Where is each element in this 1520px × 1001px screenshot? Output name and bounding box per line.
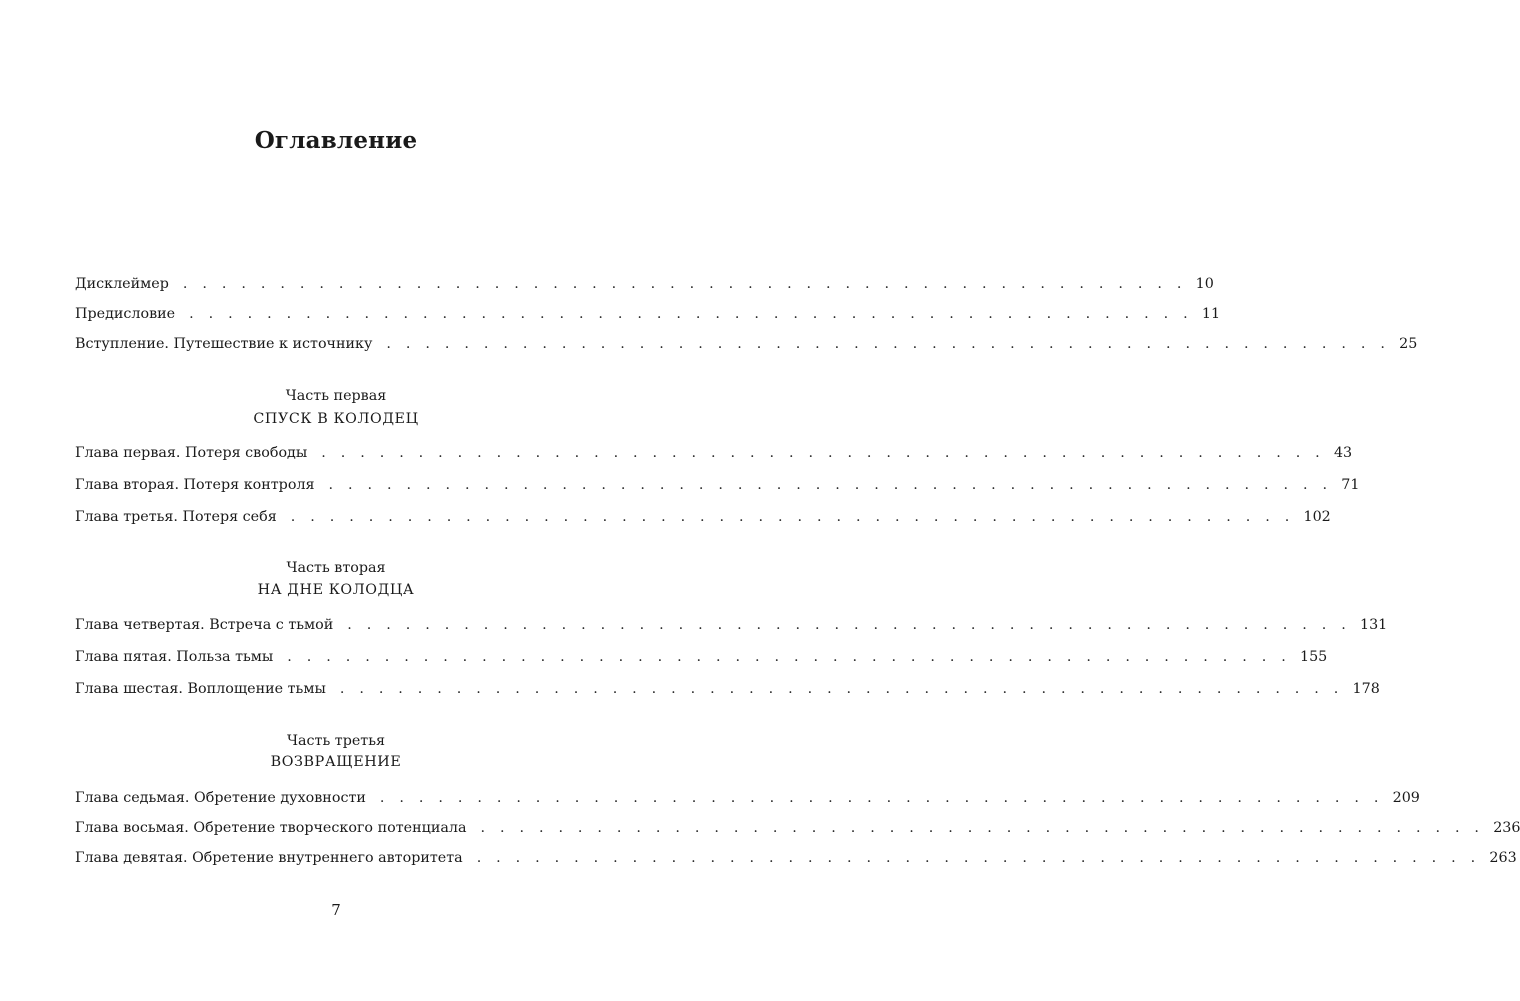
toc-entry-page: 71 <box>1341 477 1360 493</box>
toc-entry-page: 155 <box>1299 649 1328 665</box>
toc-entry-label: Глава седьмая. Обретение духовности <box>75 790 366 806</box>
toc-entry-page: 131 <box>1359 617 1388 633</box>
toc-entry-label: Глава девятая. Обретение внутреннего авторитета <box>75 850 463 866</box>
toc-entry-label: Глава третья. Потеря себя <box>75 509 277 525</box>
toc-entry-page: 10 <box>1195 276 1214 292</box>
toc-entry-page: 178 <box>1352 681 1380 697</box>
toc-entry-label: Глава восьмая. Обретение творческого потенциала <box>75 820 467 836</box>
dot-leader: . . . . . . . . . . . . . . . . . . . . . . . . . . . . . . . . . . . . . . . . . . . . . . . . . . . . <box>386 336 1391 352</box>
toc-entry-label: Глава шестая. Воплощение тьмы <box>75 681 326 697</box>
toc-entry[interactable] <box>75 441 1353 465</box>
toc-entry-page: 102 <box>1303 509 1331 525</box>
part-title: ВОЗВРАЩЕНИЕ <box>270 754 402 770</box>
dot-leader: . . . . . . . . . . . . . . . . . . . . . . . . . . . . . . . . . . . . . . . . . . . . . . . . . . . . <box>476 850 1481 866</box>
toc-entry-label: Глава пятая. Польза тьмы <box>75 649 274 665</box>
toc-entry[interactable] <box>75 473 1360 497</box>
toc-entry-label: Глава вторая. Потеря контроля <box>75 477 315 493</box>
toc-entry[interactable] <box>75 302 1221 326</box>
toc-entry[interactable] <box>75 613 1388 637</box>
page-title: Оглавление <box>254 127 418 154</box>
dot-leader: . . . . . . . . . . . . . . . . . . . . . . . . . . . . . . . . . . . . . . . . . . . . . . . . . . . . <box>328 477 1333 493</box>
dot-leader: . . . . . . . . . . . . . . . . . . . . . . . . . . . . . . . . . . . . . . . . . . . . . . . . . . . . <box>347 617 1351 633</box>
dot-leader: . . . . . . . . . . . . . . . . . . . . . . . . . . . . . . . . . . . . . . . . . . . . . . . . . . . . <box>182 276 1187 292</box>
toc-entry-page: 236 <box>1493 820 1520 836</box>
part-heading: Часть первая <box>285 388 387 404</box>
dot-leader: . . . . . . . . . . . . . . . . . . . . . . . . . . . . . . . . . . . . . . . . . . . . . . . . . . . . <box>189 306 1193 322</box>
toc-entry[interactable] <box>75 846 1517 870</box>
page-number: 7 <box>331 901 341 919</box>
part-heading: Часть вторая <box>286 560 386 576</box>
toc-entry-label: Вступление. Путешествие к источнику <box>75 336 373 352</box>
dot-leader: . . . . . . . . . . . . . . . . . . . . . . . . . . . . . . . . . . . . . . . . . . . . . . . . . . . . <box>290 509 1295 525</box>
toc-entry-page: 11 <box>1201 306 1221 322</box>
toc-entry-label: Глава четвертая. Встреча с тьмой <box>75 617 334 633</box>
toc-entry-label: Предисловие <box>75 306 176 322</box>
toc-entry-label: Глава первая. Потеря свободы <box>75 445 308 461</box>
toc-entry-page: 25 <box>1399 336 1418 352</box>
dot-leader: . . . . . . . . . . . . . . . . . . . . . . . . . . . . . . . . . . . . . . . . . . . . . . . . . . . . <box>480 820 1485 836</box>
dot-leader: . . . . . . . . . . . . . . . . . . . . . . . . . . . . . . . . . . . . . . . . . . . . . . . . . . . . <box>379 790 1384 806</box>
dot-leader: . . . . . . . . . . . . . . . . . . . . . . . . . . . . . . . . . . . . . . . . . . . . . . . . . . . . <box>287 649 1291 665</box>
dot-leader: . . . . . . . . . . . . . . . . . . . . . . . . . . . . . . . . . . . . . . . . . . . . . . . . . . . . <box>339 681 1344 697</box>
toc-entry-page: 209 <box>1392 790 1420 806</box>
toc-entry[interactable] <box>75 272 1214 296</box>
toc-entry[interactable] <box>75 786 1420 810</box>
toc-entry[interactable] <box>75 332 1418 356</box>
toc-entry[interactable] <box>75 677 1380 701</box>
toc-entry[interactable] <box>75 816 1520 840</box>
part-heading: Часть третья <box>286 733 386 749</box>
toc-entry-page: 263 <box>1489 850 1517 866</box>
dot-leader: . . . . . . . . . . . . . . . . . . . . . . . . . . . . . . . . . . . . . . . . . . . . . . . . . . . . <box>321 445 1325 461</box>
part-title: СПУСК В КОЛОДЕЦ <box>253 411 419 427</box>
part-title: НА ДНЕ КОЛОДЦА <box>257 582 415 598</box>
toc-entry-page: 43 <box>1333 445 1353 461</box>
toc-entry[interactable] <box>75 645 1328 669</box>
toc-entry[interactable] <box>75 505 1331 529</box>
toc-entry-label: Дисклеймер <box>75 276 169 292</box>
